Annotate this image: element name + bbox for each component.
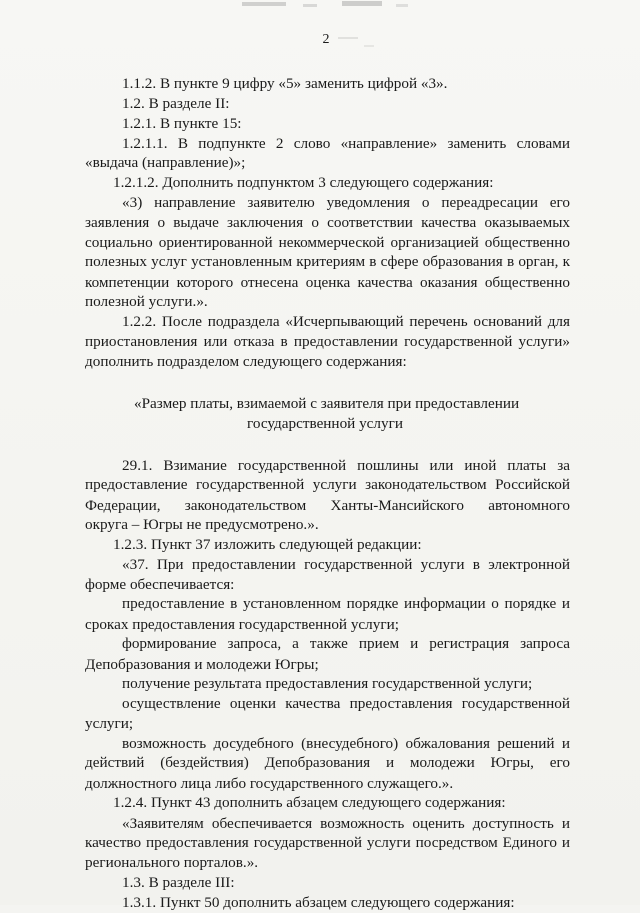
scan-noise-mark bbox=[338, 37, 358, 39]
document-line: сроках предоставления государственной услуги; bbox=[85, 616, 399, 633]
document-line: социально ориентированной некоммерческой организацией общественно bbox=[85, 234, 570, 251]
document-line: приостановления или отказа в предоставлении государственной услуги» bbox=[85, 333, 570, 350]
document-line: полезных услуг установленным критериям в сфере образования в орган, к bbox=[85, 253, 570, 270]
document-line: округа – Югры не предусмотрено.». bbox=[85, 516, 319, 533]
scan-noise-mark bbox=[396, 4, 408, 7]
document-line: полезной услуги.». bbox=[85, 293, 208, 310]
document-line: «3) направление заявителю уведомления о переадресации его bbox=[122, 194, 570, 211]
document-line: 1.2.1. В пункте 15: bbox=[122, 115, 242, 132]
scan-noise-mark bbox=[342, 1, 382, 6]
document-line: Депобразования и молодежи Югры; bbox=[85, 656, 319, 673]
document-line: форме обеспечивается: bbox=[85, 576, 235, 593]
document-line: получение результата предоставления государственной услуги; bbox=[122, 675, 533, 692]
document-line: 1.3.1. Пункт 50 дополнить абзацем следующего содержания: bbox=[122, 894, 515, 911]
document-line: действий (бездействия) Депобразования и молодежи Югры, его bbox=[85, 754, 570, 771]
scan-noise-mark bbox=[303, 4, 317, 7]
document-line: дополнить подразделом следующего содержания: bbox=[85, 353, 407, 370]
document-line: «выдача (направление)»; bbox=[85, 154, 246, 171]
document-line: 1.1.2. В пункте 9 цифру «5» заменить цифрой «3». bbox=[122, 75, 448, 92]
document-line: 1.2.1.2. Дополнить подпунктом 3 следующего содержания: bbox=[113, 174, 494, 191]
document-line: осуществление оценки качества предоставления государственной bbox=[122, 695, 570, 712]
document-line: компетенции которого отнесена оценка качества оказания общественно bbox=[85, 274, 570, 291]
document-line: «37. При предоставлении государственной услуги в электронной bbox=[122, 556, 570, 573]
document-line: качество предоставления государственной услуги посредством Единого и bbox=[85, 834, 570, 851]
document-line: 29.1. Взимание государственной пошлины или иной платы за bbox=[122, 457, 570, 474]
document-line: регионального порталов.». bbox=[85, 854, 259, 871]
document-line: 1.2.1.1. В подпункте 2 слово «направление» заменить словами bbox=[122, 135, 570, 152]
scan-noise-mark bbox=[242, 2, 286, 6]
document-line: 1.2.4. Пункт 43 дополнить абзацем следующего содержания: bbox=[113, 794, 506, 811]
document-line: возможность досудебного (внесудебного) обжалования решений и bbox=[122, 735, 570, 752]
section-heading-line: «Размер платы, взимаемой с заявителя при предоставлении bbox=[134, 395, 520, 412]
document-line: формирование запроса, а также прием и регистрация запроса bbox=[122, 635, 570, 652]
document-line: 1.2.3. Пункт 37 изложить следующей редакции: bbox=[113, 536, 422, 553]
document-line: услуги; bbox=[85, 715, 134, 732]
document-line: Федерации, законодательством Ханты-Мансийского автономного bbox=[85, 497, 570, 514]
section-heading-line: государственной услуги bbox=[247, 415, 403, 432]
document-line: 1.2.2. После подраздела «Исчерпывающий перечень оснований для bbox=[122, 313, 570, 330]
document-line: заявления о выдаче заключения о соответствии качества оказываемых bbox=[85, 214, 570, 231]
document-line: предоставление в установленном порядке информации о порядке и bbox=[122, 595, 570, 612]
page-number: 2 bbox=[322, 32, 330, 47]
document-line: должностного лица либо государственного служащего.». bbox=[85, 775, 454, 792]
document-line: 1.3. В разделе III: bbox=[122, 874, 235, 891]
document-line: «Заявителям обеспечивается возможность оценить доступность и bbox=[122, 815, 570, 832]
document-line: 1.2. В разделе II: bbox=[122, 95, 230, 112]
scan-noise-mark bbox=[364, 45, 374, 47]
document-line: предоставление государственной услуги законодательством Российской bbox=[85, 476, 570, 493]
